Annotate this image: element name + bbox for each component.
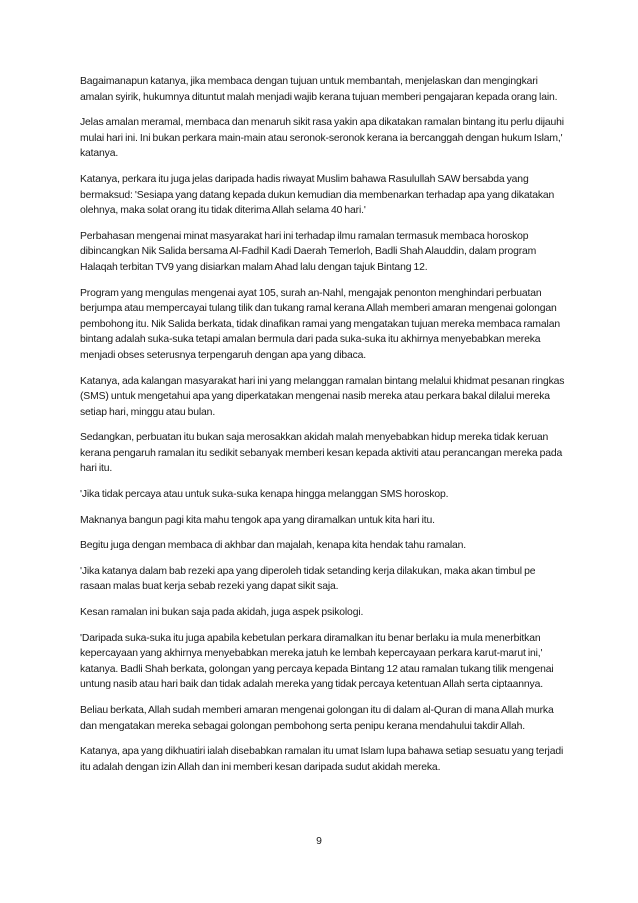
article-body [80,74,568,785]
page-number: 9 [316,836,322,847]
paragraph: Katanya, ada kalangan masyarakat hari ini yang melanggan ramalan bintang melalui khidmat pesanan ringkas (SMS) untuk mengetahui apa yang diperkatakan mengenai nasib mereka atau perkara bakal dilalui mereka setiap hari, minggu atau bulan. [80,375,565,418]
paragraph: 'Daripada suka-suka itu juga apabila kebetulan perkara diramalkan itu benar berlaku ia mula menerbitkan kepercayaan yang akhirnya menyebabkan mereka jatuh ke lembah kepercayaan perkara karut-marut ini,' katanya. Badli Shah berkata, golongan yang percaya kepada Bintang 12 atau ramalan tukang tilik mengenai untung nasib atau hari baik dan tidak adalah mereka yang tidak percaya ketentuan Allah serta ciptaannya. [80,632,554,691]
paragraph: Begitu juga dengan membaca di akhbar dan majalah, kenapa kita hendak tahu ramalan. [80,540,467,552]
paragraph: Maknanya bangun pagi kita mahu tengok apa yang diramalkan untuk kita hari itu. [80,514,435,526]
paragraph: Program yang mengulas mengenai ayat 105, surah an-Nahl, mengajak penonton menghindari perbuatan berjumpa atau mempercayai tulang tilik dan tukang ramal kerana Allah memberi amaran mengenai golongan pembohong itu. Nik Salida berkata, tidak dinafikan ramai yang mengatakan tujuan mereka membaca ramalan bintang adalah suka-suka tetapi amalan bermula dari pada suka-suka itu akhirnya menyebabkan mereka menjadi obses seterusnya terpengaruh dengan apa yang dibaca. [80,287,560,361]
paragraph: Kesan ramalan ini bukan saja pada akidah, juga aspek psikologi. [80,607,364,619]
paragraph: Bagaimanapun katanya, jika membaca dengan tujuan untuk membantah, menjelaskan dan mengingkari amalan syirik, hukumnya dituntut malah menjadi wajib kerana tujuan memberi pengajaran kepada orang lain. [80,76,558,103]
paragraph: 'Jika tidak percaya atau untuk suka-suka kenapa hingga melanggan SMS horoskop. [80,489,449,501]
paragraph: Katanya, perkara itu juga jelas daripada hadis riwayat Muslim bahawa Rasulullah SAW bersabda yang bermaksud: 'Sesiapa yang datang kepada dukun kemudian dia membenarkan terhadap apa yang dikatakan olehnya, maka solat orang itu tidak diterima Allah selama 40 hari.' [80,173,555,217]
paragraph: Jelas amalan meramal, membaca dan menaruh sikit rasa yakin apa dikatakan ramalan bintang itu perlu dijauhi mulai hari ini. Ini bukan perkara main-main atau seronok-seronok kerana ia bercanggah dengan hukum Islam,' katanya. [80,117,564,160]
paragraph: 'Jika katanya dalam bab rezeki apa yang diperoleh tidak setanding kerja dilakukan, maka akan timbul pe rasaan malas buat kerja sebab rezeki yang dapat sikit saja. [80,565,536,593]
paragraph: Beliau berkata, Allah sudah memberi amaran mengenai golongan itu di dalam al-Quran di mana Allah murka dan mengatakan mereka sebagai golongan pembohong serta penipu kerana mendahului takdir Allah. [80,705,554,732]
paragraph: Perbahasan mengenai minat masyarakat hari ini terhadap ilmu ramalan termasuk membaca horoskop dibincangkan Nik Salida bersama Al-Fadhil Kadi Daerah Temerloh, Badli Shah Alauddin, dalam program Halaqah terbitan TV9 yang disiarkan malam Ahad lalu dengan tajuk Bintang 12. [80,230,537,273]
paragraph: Katanya, apa yang dikhuatiri ialah disebabkan ramalan itu umat Islam lupa bahawa setiap sesuatu yang terjadi itu adalah dengan izin Allah dan ini memberi kesan daripada sudut akidah mereka. [80,746,564,773]
paragraph: Sedangkan, perbuatan itu bukan saja merosakkan akidah malah menyebabkan hidup mereka tidak keruan kerana pengaruh ramalan itu sedikit sebanyak memberi kesan kepada aktiviti atau perancangan mereka pada hari itu. [80,432,563,475]
